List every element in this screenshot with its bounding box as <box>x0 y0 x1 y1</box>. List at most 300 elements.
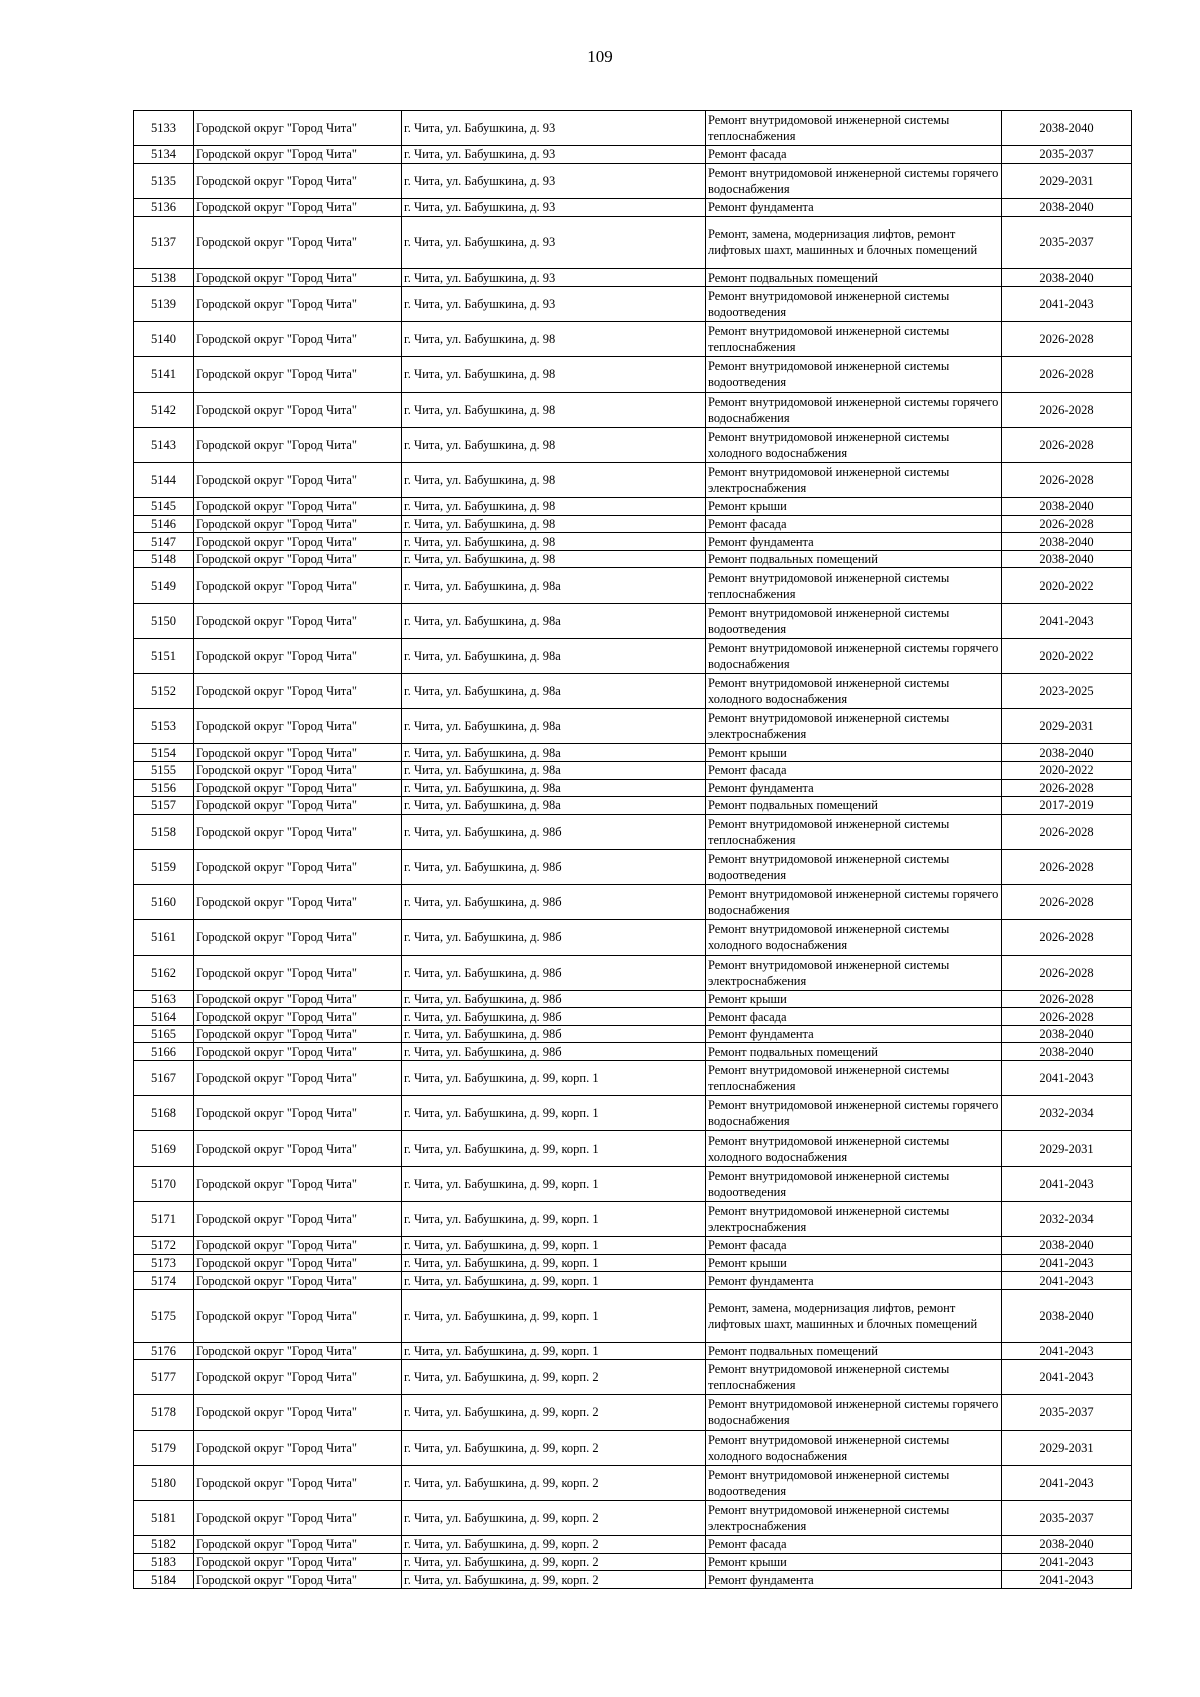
period-cell: 2041-2043 <box>1002 603 1132 638</box>
row-number-cell: 5159 <box>134 849 194 884</box>
row-number-cell: 5148 <box>134 550 194 568</box>
municipality-cell: Городской округ "Город Чита" <box>194 990 402 1008</box>
table-row <box>134 885 1132 920</box>
municipality-cell: Городской округ "Город Чита" <box>194 955 402 990</box>
row-number-cell: 5138 <box>134 269 194 287</box>
period-cell: 2020-2022 <box>1002 761 1132 779</box>
work-type-cell: Ремонт, замена, модернизация лифтов, ремонт лифтовых шахт, машинных и блочных помещений <box>706 1289 1002 1342</box>
address-cell: г. Чита, ул. Бабушкина, д. 99, корп. 1 <box>402 1096 706 1131</box>
period-cell: 2038-2040 <box>1002 1043 1132 1061</box>
address-cell: г. Чита, ул. Бабушкина, д. 99, корп. 2 <box>402 1553 706 1571</box>
address-cell: г. Чита, ул. Бабушкина, д. 98б <box>402 1008 706 1026</box>
municipality-cell: Городской округ "Город Чита" <box>194 322 402 357</box>
work-type-cell: Ремонт фасада <box>706 1008 1002 1026</box>
table-row <box>134 1025 1132 1043</box>
address-cell: г. Чита, ул. Бабушкина, д. 99, корп. 2 <box>402 1536 706 1554</box>
table-row <box>134 955 1132 990</box>
table-row <box>134 568 1132 603</box>
municipality-cell: Городской округ "Город Чита" <box>194 1289 402 1342</box>
row-number-cell: 5161 <box>134 920 194 955</box>
period-cell: 2038-2040 <box>1002 198 1132 216</box>
address-cell: г. Чита, ул. Бабушкина, д. 98б <box>402 920 706 955</box>
table-row <box>134 797 1132 815</box>
work-type-cell: Ремонт внутридомовой инженерной системы водоотведения <box>706 357 1002 392</box>
municipality-cell: Городской округ "Город Чита" <box>194 1096 402 1131</box>
address-cell: г. Чита, ул. Бабушкина, д. 99, корп. 1 <box>402 1166 706 1201</box>
address-cell: г. Чита, ул. Бабушкина, д. 99, корп. 1 <box>402 1272 706 1290</box>
municipality-cell: Городской округ "Город Чита" <box>194 498 402 516</box>
work-type-cell: Ремонт внутридомовой инженерной системы теплоснабжения <box>706 1061 1002 1096</box>
period-cell: 2038-2040 <box>1002 533 1132 551</box>
row-number-cell: 5140 <box>134 322 194 357</box>
table-row <box>134 111 1132 146</box>
work-type-cell: Ремонт внутридомовой инженерной системы холодного водоснабжения <box>706 920 1002 955</box>
municipality-cell: Городской округ "Город Чита" <box>194 849 402 884</box>
work-type-cell: Ремонт фасада <box>706 515 1002 533</box>
table-body <box>134 111 1132 1589</box>
row-number-cell: 5178 <box>134 1395 194 1430</box>
period-cell: 2026-2028 <box>1002 779 1132 797</box>
address-cell: г. Чита, ул. Бабушкина, д. 98б <box>402 1025 706 1043</box>
municipality-cell: Городской округ "Город Чита" <box>194 779 402 797</box>
work-type-cell: Ремонт крыши <box>706 1254 1002 1272</box>
period-cell: 2041-2043 <box>1002 1061 1132 1096</box>
row-number-cell: 5136 <box>134 198 194 216</box>
table-row <box>134 198 1132 216</box>
table-row <box>134 638 1132 673</box>
row-number-cell: 5166 <box>134 1043 194 1061</box>
municipality-cell: Городской округ "Город Чита" <box>194 1360 402 1395</box>
municipality-cell: Городской округ "Город Чита" <box>194 550 402 568</box>
row-number-cell: 5139 <box>134 286 194 321</box>
table-row <box>134 761 1132 779</box>
period-cell: 2035-2037 <box>1002 146 1132 164</box>
row-number-cell: 5144 <box>134 462 194 497</box>
row-number-cell: 5152 <box>134 674 194 709</box>
row-number-cell: 5172 <box>134 1237 194 1255</box>
table-row <box>134 1536 1132 1554</box>
period-cell: 2026-2028 <box>1002 955 1132 990</box>
row-number-cell: 5182 <box>134 1536 194 1554</box>
period-cell: 2041-2043 <box>1002 1166 1132 1201</box>
work-type-cell: Ремонт внутридомовой инженерной системы теплоснабжения <box>706 568 1002 603</box>
row-number-cell: 5177 <box>134 1360 194 1395</box>
work-type-cell: Ремонт фундамента <box>706 779 1002 797</box>
work-type-cell: Ремонт внутридомовой инженерной системы горячего водоснабжения <box>706 1096 1002 1131</box>
period-cell: 2038-2040 <box>1002 1237 1132 1255</box>
table-row <box>134 1096 1132 1131</box>
address-cell: г. Чита, ул. Бабушкина, д. 99, корп. 1 <box>402 1237 706 1255</box>
table-row <box>134 1571 1132 1589</box>
address-cell: г. Чита, ул. Бабушкина, д. 98а <box>402 568 706 603</box>
address-cell: г. Чита, ул. Бабушкина, д. 98б <box>402 849 706 884</box>
work-type-cell: Ремонт внутридомовой инженерной системы электроснабжения <box>706 1201 1002 1236</box>
work-type-cell: Ремонт крыши <box>706 744 1002 762</box>
period-cell: 2029-2031 <box>1002 163 1132 198</box>
table-row <box>134 1201 1132 1236</box>
row-number-cell: 5179 <box>134 1430 194 1465</box>
period-cell: 2026-2028 <box>1002 515 1132 533</box>
municipality-cell: Городской округ "Город Чита" <box>194 638 402 673</box>
municipality-cell: Городской округ "Город Чита" <box>194 1395 402 1430</box>
address-cell: г. Чита, ул. Бабушкина, д. 93 <box>402 198 706 216</box>
address-cell: г. Чита, ул. Бабушкина, д. 98а <box>402 674 706 709</box>
period-cell: 2041-2043 <box>1002 1342 1132 1360</box>
table-row <box>134 1500 1132 1535</box>
row-number-cell: 5151 <box>134 638 194 673</box>
work-type-cell: Ремонт внутридомовой инженерной системы водоотведения <box>706 849 1002 884</box>
row-number-cell: 5168 <box>134 1096 194 1131</box>
work-type-cell: Ремонт подвальных помещений <box>706 550 1002 568</box>
period-cell: 2038-2040 <box>1002 1536 1132 1554</box>
row-number-cell: 5171 <box>134 1201 194 1236</box>
period-cell: 2026-2028 <box>1002 322 1132 357</box>
address-cell: г. Чита, ул. Бабушкина, д. 99, корп. 2 <box>402 1571 706 1589</box>
row-number-cell: 5134 <box>134 146 194 164</box>
address-cell: г. Чита, ул. Бабушкина, д. 98 <box>402 498 706 516</box>
row-number-cell: 5160 <box>134 885 194 920</box>
municipality-cell: Городской округ "Город Чита" <box>194 427 402 462</box>
table-row <box>134 920 1132 955</box>
municipality-cell: Городской округ "Город Чита" <box>194 1131 402 1166</box>
table-row <box>134 1553 1132 1571</box>
period-cell: 2038-2040 <box>1002 550 1132 568</box>
municipality-cell: Городской округ "Город Чита" <box>194 1500 402 1535</box>
address-cell: г. Чита, ул. Бабушкина, д. 98 <box>402 515 706 533</box>
work-type-cell: Ремонт внутридомовой инженерной системы горячего водоснабжения <box>706 885 1002 920</box>
work-type-cell: Ремонт внутридомовой инженерной системы теплоснабжения <box>706 814 1002 849</box>
table-row <box>134 1254 1132 1272</box>
municipality-cell: Городской округ "Город Чита" <box>194 1043 402 1061</box>
municipality-cell: Городской округ "Город Чита" <box>194 814 402 849</box>
period-cell: 2026-2028 <box>1002 990 1132 1008</box>
municipality-cell: Городской округ "Город Чита" <box>194 885 402 920</box>
row-number-cell: 5163 <box>134 990 194 1008</box>
work-type-cell: Ремонт внутридомовой инженерной системы холодного водоснабжения <box>706 427 1002 462</box>
work-type-cell: Ремонт внутридомовой инженерной системы водоотведения <box>706 286 1002 321</box>
municipality-cell: Городской округ "Город Чита" <box>194 1430 402 1465</box>
row-number-cell: 5155 <box>134 761 194 779</box>
row-number-cell: 5170 <box>134 1166 194 1201</box>
table-row <box>134 1342 1132 1360</box>
period-cell: 2041-2043 <box>1002 1465 1132 1500</box>
address-cell: г. Чита, ул. Бабушкина, д. 98 <box>402 392 706 427</box>
address-cell: г. Чита, ул. Бабушкина, д. 98 <box>402 427 706 462</box>
address-cell: г. Чита, ул. Бабушкина, д. 99, корп. 2 <box>402 1395 706 1430</box>
municipality-cell: Городской округ "Город Чита" <box>194 674 402 709</box>
period-cell: 2041-2043 <box>1002 286 1132 321</box>
address-cell: г. Чита, ул. Бабушкина, д. 99, корп. 2 <box>402 1500 706 1535</box>
table-row <box>134 1043 1132 1061</box>
row-number-cell: 5157 <box>134 797 194 815</box>
municipality-cell: Городской округ "Город Чита" <box>194 920 402 955</box>
row-number-cell: 5175 <box>134 1289 194 1342</box>
address-cell: г. Чита, ул. Бабушкина, д. 99, корп. 1 <box>402 1131 706 1166</box>
address-cell: г. Чита, ул. Бабушкина, д. 98 <box>402 322 706 357</box>
row-number-cell: 5167 <box>134 1061 194 1096</box>
work-type-cell: Ремонт фундамента <box>706 533 1002 551</box>
row-number-cell: 5173 <box>134 1254 194 1272</box>
table-row <box>134 163 1132 198</box>
row-number-cell: 5149 <box>134 568 194 603</box>
work-type-cell: Ремонт фасада <box>706 1536 1002 1554</box>
address-cell: г. Чита, ул. Бабушкина, д. 98 <box>402 550 706 568</box>
work-type-cell: Ремонт подвальных помещений <box>706 797 1002 815</box>
period-cell: 2032-2034 <box>1002 1201 1132 1236</box>
table-row <box>134 603 1132 638</box>
work-type-cell: Ремонт фасада <box>706 146 1002 164</box>
period-cell: 2026-2028 <box>1002 814 1132 849</box>
address-cell: г. Чита, ул. Бабушкина, д. 93 <box>402 269 706 287</box>
municipality-cell: Городской округ "Город Чита" <box>194 515 402 533</box>
municipality-cell: Городской округ "Город Чита" <box>194 392 402 427</box>
address-cell: г. Чита, ул. Бабушкина, д. 98а <box>402 779 706 797</box>
period-cell: 2038-2040 <box>1002 498 1132 516</box>
table-row <box>134 392 1132 427</box>
table-row <box>134 1166 1132 1201</box>
period-cell: 2035-2037 <box>1002 216 1132 269</box>
period-cell: 2026-2028 <box>1002 392 1132 427</box>
municipality-cell: Городской округ "Город Чита" <box>194 1272 402 1290</box>
period-cell: 2023-2025 <box>1002 674 1132 709</box>
municipality-cell: Городской округ "Город Чита" <box>194 357 402 392</box>
period-cell: 2026-2028 <box>1002 462 1132 497</box>
municipality-cell: Городской округ "Город Чита" <box>194 761 402 779</box>
row-number-cell: 5162 <box>134 955 194 990</box>
row-number-cell: 5141 <box>134 357 194 392</box>
period-cell: 2026-2028 <box>1002 885 1132 920</box>
address-cell: г. Чита, ул. Бабушкина, д. 98 <box>402 357 706 392</box>
work-type-cell: Ремонт подвальных помещений <box>706 1043 1002 1061</box>
municipality-cell: Городской округ "Город Чита" <box>194 744 402 762</box>
address-cell: г. Чита, ул. Бабушкина, д. 99, корп. 1 <box>402 1289 706 1342</box>
work-type-cell: Ремонт внутридомовой инженерной системы холодного водоснабжения <box>706 674 1002 709</box>
period-cell: 2029-2031 <box>1002 1131 1132 1166</box>
row-number-cell: 5154 <box>134 744 194 762</box>
table-row <box>134 674 1132 709</box>
table-row <box>134 322 1132 357</box>
table-row <box>134 709 1132 744</box>
table-row <box>134 779 1132 797</box>
municipality-cell: Городской округ "Город Чита" <box>194 1201 402 1236</box>
table-row <box>134 990 1132 1008</box>
table-row <box>134 357 1132 392</box>
address-cell: г. Чита, ул. Бабушкина, д. 98а <box>402 638 706 673</box>
work-type-cell: Ремонт подвальных помещений <box>706 269 1002 287</box>
work-type-cell: Ремонт подвальных помещений <box>706 1342 1002 1360</box>
municipality-cell: Городской округ "Город Чита" <box>194 146 402 164</box>
work-type-cell: Ремонт, замена, модернизация лифтов, ремонт лифтовых шахт, машинных и блочных помещений <box>706 216 1002 269</box>
period-cell: 2026-2028 <box>1002 357 1132 392</box>
row-number-cell: 5181 <box>134 1500 194 1535</box>
municipality-cell: Городской округ "Город Чита" <box>194 1254 402 1272</box>
row-number-cell: 5146 <box>134 515 194 533</box>
row-number-cell: 5143 <box>134 427 194 462</box>
table-row <box>134 216 1132 269</box>
work-type-cell: Ремонт крыши <box>706 1553 1002 1571</box>
row-number-cell: 5158 <box>134 814 194 849</box>
work-type-cell: Ремонт внутридомовой инженерной системы водоотведения <box>706 1166 1002 1201</box>
work-type-cell: Ремонт внутридомовой инженерной системы теплоснабжения <box>706 1360 1002 1395</box>
row-number-cell: 5176 <box>134 1342 194 1360</box>
address-cell: г. Чита, ул. Бабушкина, д. 93 <box>402 111 706 146</box>
work-type-cell: Ремонт внутридомовой инженерной системы горячего водоснабжения <box>706 638 1002 673</box>
address-cell: г. Чита, ул. Бабушкина, д. 98а <box>402 603 706 638</box>
municipality-cell: Городской округ "Город Чита" <box>194 1342 402 1360</box>
table-row <box>134 286 1132 321</box>
work-type-cell: Ремонт внутридомовой инженерной системы теплоснабжения <box>706 111 1002 146</box>
row-number-cell: 5165 <box>134 1025 194 1043</box>
row-number-cell: 5183 <box>134 1553 194 1571</box>
row-number-cell: 5169 <box>134 1131 194 1166</box>
period-cell: 2041-2043 <box>1002 1360 1132 1395</box>
municipality-cell: Городской округ "Город Чита" <box>194 111 402 146</box>
municipality-cell: Городской округ "Город Чита" <box>194 603 402 638</box>
period-cell: 2038-2040 <box>1002 269 1132 287</box>
work-type-cell: Ремонт внутридомовой инженерной системы холодного водоснабжения <box>706 1131 1002 1166</box>
period-cell: 2035-2037 <box>1002 1500 1132 1535</box>
work-type-cell: Ремонт внутридомовой инженерной системы горячего водоснабжения <box>706 163 1002 198</box>
table-row <box>134 515 1132 533</box>
address-cell: г. Чита, ул. Бабушкина, д. 98б <box>402 955 706 990</box>
period-cell: 2038-2040 <box>1002 744 1132 762</box>
period-cell: 2017-2019 <box>1002 797 1132 815</box>
table-row <box>134 269 1132 287</box>
work-type-cell: Ремонт внутридомовой инженерной системы электроснабжения <box>706 1500 1002 1535</box>
work-type-cell: Ремонт фундамента <box>706 1272 1002 1290</box>
work-type-cell: Ремонт фундамента <box>706 198 1002 216</box>
municipality-cell: Городской округ "Город Чита" <box>194 216 402 269</box>
table-row <box>134 1465 1132 1500</box>
address-cell: г. Чита, ул. Бабушкина, д. 98б <box>402 990 706 1008</box>
address-cell: г. Чита, ул. Бабушкина, д. 98б <box>402 885 706 920</box>
row-number-cell: 5133 <box>134 111 194 146</box>
period-cell: 2041-2043 <box>1002 1553 1132 1571</box>
table-row <box>134 1289 1132 1342</box>
municipality-cell: Городской округ "Город Чита" <box>194 1465 402 1500</box>
row-number-cell: 5174 <box>134 1272 194 1290</box>
municipality-cell: Городской округ "Город Чита" <box>194 1008 402 1026</box>
work-type-cell: Ремонт фундамента <box>706 1025 1002 1043</box>
table-row <box>134 1237 1132 1255</box>
address-cell: г. Чита, ул. Бабушкина, д. 98а <box>402 761 706 779</box>
work-type-cell: Ремонт внутридомовой инженерной системы холодного водоснабжения <box>706 1430 1002 1465</box>
address-cell: г. Чита, ул. Бабушкина, д. 99, корп. 1 <box>402 1254 706 1272</box>
row-number-cell: 5137 <box>134 216 194 269</box>
table-row <box>134 550 1132 568</box>
row-number-cell: 5164 <box>134 1008 194 1026</box>
row-number-cell: 5135 <box>134 163 194 198</box>
municipality-cell: Городской округ "Город Чита" <box>194 198 402 216</box>
page-number: 109 <box>587 47 613 66</box>
address-cell: г. Чита, ул. Бабушкина, д. 98а <box>402 797 706 815</box>
work-type-cell: Ремонт крыши <box>706 498 1002 516</box>
row-number-cell: 5184 <box>134 1571 194 1589</box>
address-cell: г. Чита, ул. Бабушкина, д. 98б <box>402 814 706 849</box>
period-cell: 2032-2034 <box>1002 1096 1132 1131</box>
row-number-cell: 5142 <box>134 392 194 427</box>
work-type-cell: Ремонт внутридомовой инженерной системы водоотведения <box>706 603 1002 638</box>
period-cell: 2020-2022 <box>1002 638 1132 673</box>
address-cell: г. Чита, ул. Бабушкина, д. 98 <box>402 533 706 551</box>
municipality-cell: Городской округ "Город Чита" <box>194 269 402 287</box>
work-type-cell: Ремонт крыши <box>706 990 1002 1008</box>
period-cell: 2038-2040 <box>1002 1025 1132 1043</box>
table-row <box>134 1395 1132 1430</box>
address-cell: г. Чита, ул. Бабушкина, д. 93 <box>402 163 706 198</box>
period-cell: 2041-2043 <box>1002 1254 1132 1272</box>
address-cell: г. Чита, ул. Бабушкина, д. 98б <box>402 1043 706 1061</box>
municipality-cell: Городской округ "Город Чита" <box>194 1237 402 1255</box>
table-row <box>134 533 1132 551</box>
row-number-cell: 5156 <box>134 779 194 797</box>
work-type-cell: Ремонт внутридомовой инженерной системы электроснабжения <box>706 709 1002 744</box>
table-row <box>134 744 1132 762</box>
work-type-cell: Ремонт фундамента <box>706 1571 1002 1589</box>
table-row <box>134 1272 1132 1290</box>
table-row <box>134 1430 1132 1465</box>
period-cell: 2026-2028 <box>1002 920 1132 955</box>
municipality-cell: Городской округ "Город Чита" <box>194 286 402 321</box>
municipality-cell: Городской округ "Город Чита" <box>194 462 402 497</box>
table-row <box>134 1008 1132 1026</box>
period-cell: 2041-2043 <box>1002 1571 1132 1589</box>
municipality-cell: Городской округ "Город Чита" <box>194 1553 402 1571</box>
period-cell: 2035-2037 <box>1002 1395 1132 1430</box>
municipality-cell: Городской округ "Город Чита" <box>194 163 402 198</box>
address-cell: г. Чита, ул. Бабушкина, д. 99, корп. 2 <box>402 1430 706 1465</box>
period-cell: 2029-2031 <box>1002 709 1132 744</box>
work-type-cell: Ремонт внутридомовой инженерной системы электроснабжения <box>706 955 1002 990</box>
municipality-cell: Городской округ "Город Чита" <box>194 1536 402 1554</box>
work-type-cell: Ремонт фасада <box>706 1237 1002 1255</box>
table-row <box>134 849 1132 884</box>
period-cell: 2038-2040 <box>1002 1289 1132 1342</box>
table-row <box>134 462 1132 497</box>
municipality-cell: Городской округ "Город Чита" <box>194 1025 402 1043</box>
municipality-cell: Городской округ "Город Чита" <box>194 568 402 603</box>
municipality-cell: Городской округ "Город Чита" <box>194 709 402 744</box>
work-type-cell: Ремонт внутридомовой инженерной системы водоотведения <box>706 1465 1002 1500</box>
period-cell: 2029-2031 <box>1002 1430 1132 1465</box>
period-cell: 2038-2040 <box>1002 111 1132 146</box>
row-number-cell: 5147 <box>134 533 194 551</box>
address-cell: г. Чита, ул. Бабушкина, д. 98а <box>402 744 706 762</box>
work-type-cell: Ремонт внутридомовой инженерной системы теплоснабжения <box>706 322 1002 357</box>
work-type-cell: Ремонт внутридомовой инженерной системы горячего водоснабжения <box>706 392 1002 427</box>
period-cell: 2026-2028 <box>1002 1008 1132 1026</box>
address-cell: г. Чита, ул. Бабушкина, д. 99, корп. 2 <box>402 1465 706 1500</box>
municipality-cell: Городской округ "Город Чита" <box>194 1166 402 1201</box>
address-cell: г. Чита, ул. Бабушкина, д. 93 <box>402 216 706 269</box>
period-cell: 2026-2028 <box>1002 849 1132 884</box>
table-row <box>134 498 1132 516</box>
table-row <box>134 814 1132 849</box>
repair-schedule-table <box>133 110 1132 1589</box>
table-row <box>134 1061 1132 1096</box>
address-cell: г. Чита, ул. Бабушкина, д. 99, корп. 1 <box>402 1342 706 1360</box>
row-number-cell: 5150 <box>134 603 194 638</box>
municipality-cell: Городской округ "Город Чита" <box>194 1571 402 1589</box>
table-row <box>134 146 1132 164</box>
period-cell: 2041-2043 <box>1002 1272 1132 1290</box>
period-cell: 2026-2028 <box>1002 427 1132 462</box>
row-number-cell: 5145 <box>134 498 194 516</box>
municipality-cell: Городской округ "Город Чита" <box>194 533 402 551</box>
address-cell: г. Чита, ул. Бабушкина, д. 93 <box>402 286 706 321</box>
address-cell: г. Чита, ул. Бабушкина, д. 99, корп. 2 <box>402 1360 706 1395</box>
row-number-cell: 5180 <box>134 1465 194 1500</box>
